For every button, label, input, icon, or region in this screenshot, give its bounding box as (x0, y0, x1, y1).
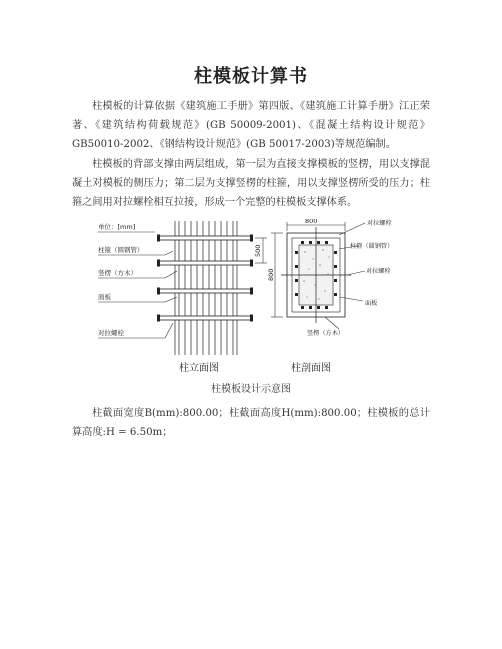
label-tie-bolt: 对拉螺栓 (98, 329, 124, 337)
figure-caption: 柱模板设计示意图 (211, 384, 291, 395)
dimension-top-text: 800 (305, 219, 318, 225)
hoop-4 (157, 315, 253, 322)
section-label-tie-bolt: 对拉螺栓 (366, 268, 391, 275)
column-formwork-figure (95, 219, 405, 377)
section-label-panel: 面板 (365, 300, 378, 307)
elevation-title: 柱立面图 (179, 363, 219, 374)
label-hoop: 柱箍（圆钢管） (98, 246, 144, 254)
label-stud: 竖楞（方木） (98, 269, 137, 277)
section-label-stud: 竖楞（方木） (307, 330, 345, 337)
hoop-3 (157, 288, 253, 295)
label-panel: 面板 (98, 293, 111, 301)
paragraph-support: 柱模板的背部支撑由两层组成，第一层为直接支撑模板的竖楞，用以支撑混凝土对模板的侧压力；第二层为支撑竖楞的柱箍，用以支撑竖楞所受的压力；柱箍之间用对拉螺栓相互拉接，形成一个完整的柱模板支撑体系。 (72, 159, 430, 208)
paragraph-dimensions: 柱截面宽度B(mm):800.00；柱截面高度H(mm):800.00；柱模板的总计算高度:H = 6.50m； (72, 408, 430, 438)
unit-label: 单位：[mm] (98, 223, 136, 231)
section-label-tie-bolt-top: 对拉螺栓 (367, 220, 392, 227)
section-title: 柱剖面图 (291, 363, 331, 374)
section-label-hoop: 柱箍（圆钢管） (350, 243, 394, 250)
dimension-side-text: 800 (267, 268, 275, 281)
hoop-1 (157, 235, 253, 242)
elevation-studs (175, 221, 237, 355)
elevation-hoops (157, 235, 253, 322)
formwork-diagram (95, 219, 405, 377)
paragraph-basis: 柱模板的计算依据《建筑施工手册》第四版、《建筑施工计算手册》江正荣著、《建筑结构荷载规范》(GB 50009-2001)、《混凝土结构设计规范》GB50010-2002、《钢结构设计规范》(GB 50017-2003)等规范编制。 (72, 101, 430, 150)
dimension-500-text: 500 (254, 244, 262, 257)
hoop-2 (157, 260, 253, 267)
section-view (271, 222, 365, 329)
page-title: 柱模板计算书 (194, 66, 308, 87)
